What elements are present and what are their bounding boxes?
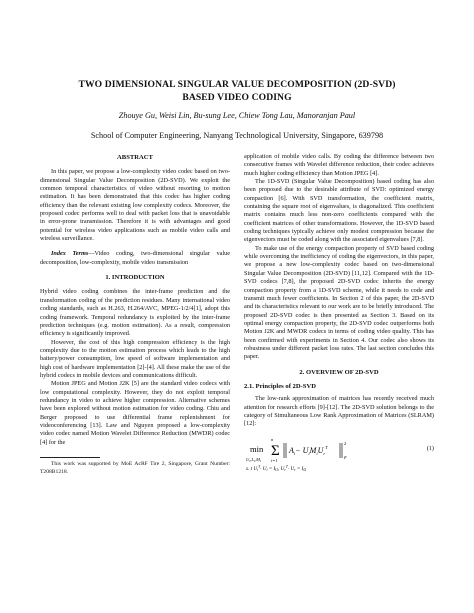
eq-constraint: s. t $Ui^T\cdot Ui = Il1$, $Ur^T\cdot Ur = Il2$	[246, 464, 307, 472]
introduction-heading: 1. INTRODUCTION	[105, 274, 165, 282]
right-paragraph-2: The 1D-SVD (Singular Value Decomposition) based coding has also been proposed due to the desirable attribute of SVD: optimized energy compaction [6]. With SVD transformation, the coefficient matrix, containing the square root of eigenvalues, is diagonalized. This coefficient matrix contains much less non-zero coefficients compared with the coefficient matrices of other transformations. However, the 1D-SVD based coding techniques typically achieve only modest compression because the eigenvectors must be coded along with the associated eigenvalues [7,8].	[244, 178, 434, 244]
intro-paragraph-2: However, the cost of this high compression efficiency is the high complexity due to the motion estimation process which leads to the high battery/power consumption, low speed of software implementation and high cost of hardware implementation [2]-[4]. All these make the use of the hybrid codecs in mobile devices and communications difficult.	[40, 338, 230, 379]
equation-number: (1)	[426, 444, 434, 452]
eq-norm-power: 2	[344, 440, 347, 446]
eq-min: min	[250, 443, 264, 454]
footnote: This work was supported by MoE AcRF Tire 2, Singapore, Grant Number: T208B1218.	[40, 461, 230, 475]
principles-heading: 2.1. Principles of 2D-SVD	[244, 382, 316, 390]
eq-norm-subscript: F	[344, 454, 347, 460]
eq-sum-upper: n	[271, 436, 274, 442]
paper-title-line2: BASED VIDEO CODING	[182, 91, 292, 103]
eq-sum-lower: i=1	[271, 457, 278, 463]
intro-paragraph-1: Hybrid video coding combines the inter-frame prediction and the transformation coding of the prediction residues. Many international video coding standards, such as H.263, H.264/AVC, MPEG-1/2/4[1], adopt this coding framework. Temporal redundancy is exploited by the inter-frame prediction techniques (e.g. motion estimation). As a result, compression efficiency is significantly improved.	[40, 288, 230, 338]
intro-paragraph-3: Motion JPEG and Motion J2K [5] are the standard video codecs with low computational complexity. However, they do not exploit temporal redundancy in video to achieve higher compression. Alternative schemes have been explored without motion estimation for video coding. Chiu and Berger proposed to use differential frame replenishment for videoconferencing [13]. Law and Nguyen proposed a low-complexity video codec named Motion Wavelet Difference Reduction (MWDR) codec [4] for the	[40, 380, 230, 446]
eq-sigma: Σ	[271, 442, 280, 459]
paper-title-line1: TWO DIMENSIONAL SINGULAR VALUE DECOMPOSITION (2D-SVD)	[78, 79, 396, 90]
abstract-heading: ABSTRACT	[117, 154, 153, 161]
affiliation: School of Computer Engineering, Nanyang Technological University, Singapore, 639798	[90, 131, 384, 140]
index-terms-lead: Index Terms	[51, 250, 89, 258]
equation-1	[244, 432, 434, 472]
right-paragraph-3: To make use of the energy compaction property of SVD based coding while overcoming the inefficiency of coding the eigenvectors, in this paper, we propose a new low-complexity codec based on two-dimensional Singular Value Decomposition (2D-SVD) [11,12]. Compared with the 1D-SVD codecs [7,8], the proposed 2D-SVD codec inherits the energy compaction property from a 1D-SVD scheme, while it needs to code and transmit much fewer coefficients. In Section 2 of this paper, the 2D-SVD and its characteristics relevant to our work are to be briefly introduced. The proposed 2D-SVD codec is then presented as Section 3. Based on its optimal energy compaction property, the 2D-SVD codec outperforms both Motion J2K and MWDR codecs in terms of coding video quality. This has been confirmed with experiments in Section 4. Our codec also shows its robustness under different packet loss rates. The last section concludes this paper.	[244, 244, 434, 361]
right-paragraph-4: The low-rank approximation of matrices has recently received much attention for research efforts [9]-[12]. The 2D-SVD solution belongs to the category of Simultaneous Low Rank Approximation of Matrices (SLRAM) [12]:	[244, 395, 434, 428]
eq-norm-body: $A_i- U_iM_iU_r^T$	[289, 444, 328, 456]
abstract-text: In this paper, we propose a low-complexity video codec based on two-dimensional Singular Value Decomposition (2D-SVD). We exploit the common temporal characteristics of video without resorting to motion estimation. It has been demonstrated that this codec has higher coding efficiency than the relevant existing low complexity codecs. Moreover, the proposed codec performs well to deal with packet loss that is unavoidable in error-prone transmission. Therefore it is with advantages and good potential for wireless video applications such as mobile video calls and wireless surveillance.	[40, 168, 230, 243]
paper-title	[40, 79, 434, 104]
equation-formula	[244, 432, 404, 472]
index-terms-text: —Video coding, two-dimensional singular value decomposition, low-complexity, mobile video transmission	[40, 250, 230, 266]
right-column	[244, 153, 434, 472]
eq-min-subscript: $U_i,L_i,M_i$	[246, 456, 261, 463]
right-paragraph-1: application of mobile video calls. By coding the difference between two consecutive frames with Wavelet difference reduction, their codec achieves much higher coding efficiency than Motion JPEG [4].	[244, 153, 434, 177]
index-terms	[40, 250, 230, 267]
author-list: Zhouye Gu, Weisi Lin, Bu-sung Lee, Chiew Tong Lau, Manoranjan Paul	[118, 111, 356, 120]
footnote-rule	[40, 457, 100, 458]
left-column	[40, 154, 230, 476]
overview-heading: 2. OVERVIEW OF 2D-SVD	[299, 368, 379, 376]
